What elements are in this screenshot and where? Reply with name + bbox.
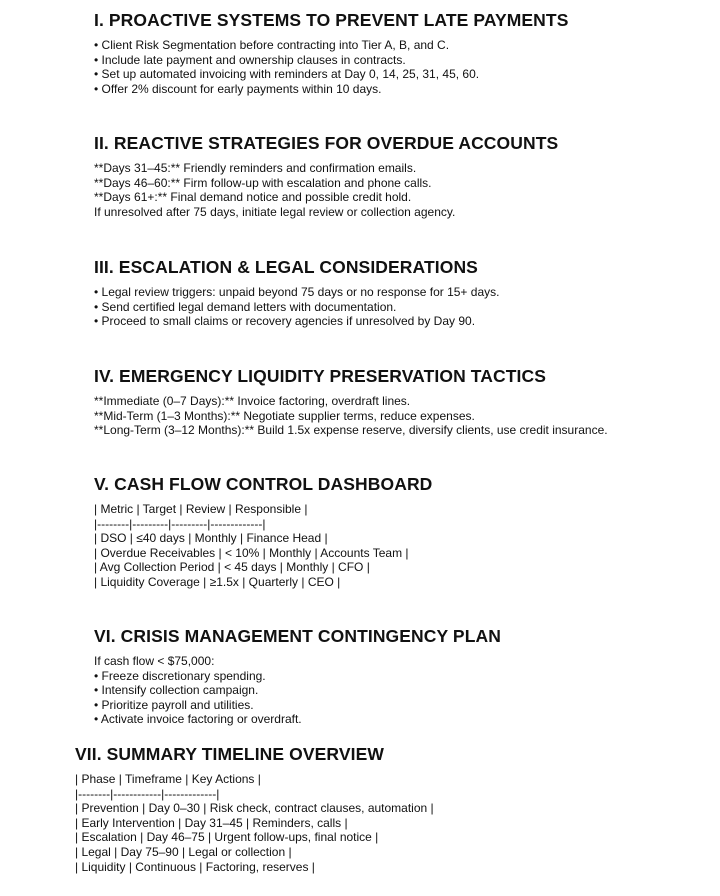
text-line: **Immediate (0–7 Days):** Invoice factoring, overdraft lines. (94, 394, 411, 408)
bullet-list (94, 38, 568, 96)
text-line: **Long-Term (3–12 Months):** Build 1.5x expense reserve, diversify clients, use credit insurance. (94, 423, 608, 438)
list-item: • Legal review triggers: unpaid beyond 75 days or no response for 15+ days. (94, 285, 500, 299)
section-proactive-systems (94, 9, 568, 96)
list-item: • Include late payment and ownership clauses in contracts. (94, 52, 406, 67)
list-item: • Client Risk Segmentation before contracting into Tier A, B, and C. (94, 38, 450, 52)
table-row: | Early Intervention | Day 31–45 | Reminders, calls | (75, 815, 348, 830)
list-item: • Send certified legal demand letters with documentation. (94, 299, 397, 314)
section-cash-flow-dashboard (94, 473, 432, 590)
section-heading: VI. CRISIS MANAGEMENT CONTINGENCY PLAN (94, 626, 501, 646)
section-heading: V. CASH FLOW CONTROL DASHBOARD (94, 474, 433, 494)
section-summary-timeline (75, 743, 434, 874)
table-header-row: | Phase | Timeframe | Key Actions | (75, 772, 261, 786)
section-heading: I. PROACTIVE SYSTEMS TO PREVENT LATE PAYMENTS (94, 10, 569, 30)
markdown-table (94, 502, 432, 590)
section-reactive-strategies (94, 132, 558, 219)
markdown-table (75, 772, 434, 874)
section-crisis-management (94, 625, 501, 727)
section-emergency-liquidity (94, 365, 608, 438)
list-item: • Intensify collection campaign. (94, 683, 259, 698)
table-row: | DSO | ≤40 days | Monthly | Finance Head | (94, 531, 328, 546)
section-heading: VII. SUMMARY TIMELINE OVERVIEW (75, 744, 384, 764)
text-line: If unresolved after 75 days, initiate legal review or collection agency. (94, 204, 456, 219)
table-separator-row: |--------|---------|---------|-------------| (94, 516, 266, 531)
bullet-list (94, 285, 499, 329)
list-item: • Proceed to small claims or recovery agencies if unresolved by Day 90. (94, 314, 476, 329)
text-line: **Mid-Term (1–3 Months):** Negotiate supplier terms, reduce expenses. (94, 408, 475, 423)
list-item: • Freeze discretionary spending. (94, 668, 266, 683)
table-header-row: | Metric | Target | Review | Responsible | (94, 502, 308, 516)
section-heading: III. ESCALATION & LEGAL CONSIDERATIONS (94, 257, 478, 277)
list-item: • Set up automated invoicing with reminders at Day 0, 14, 25, 31, 45, 60. (94, 67, 480, 82)
section-escalation-legal (94, 256, 499, 329)
table-row: | Liquidity | Continuous | Factoring, reserves | (75, 859, 315, 874)
bullet-list (94, 654, 501, 727)
table-row: | Legal | Day 75–90 | Legal or collection | (75, 844, 292, 859)
section-heading: IV. EMERGENCY LIQUIDITY PRESERVATION TACTICS (94, 366, 547, 386)
table-row: | Overdue Receivables | < 10% | Monthly | Accounts Team | (94, 545, 409, 560)
list-item: • Activate invoice factoring or overdraft. (94, 712, 302, 727)
section-heading: II. REACTIVE STRATEGIES FOR OVERDUE ACCOUNTS (94, 133, 559, 153)
table-row: | Liquidity Coverage | ≥1.5x | Quarterly | CEO | (94, 574, 341, 589)
text-line: **Days 46–60:** Firm follow-up with escalation and phone calls. (94, 175, 432, 190)
table-row: | Prevention | Day 0–30 | Risk check, contract clauses, automation | (75, 801, 434, 816)
text-line: **Days 31–45:** Friendly reminders and confirmation emails. (94, 161, 417, 175)
table-separator-row: |--------|------------|-------------| (75, 786, 220, 801)
condition-line: If cash flow < $75,000: (94, 654, 215, 668)
list-item: • Prioritize payroll and utilities. (94, 697, 254, 712)
text-lines (94, 161, 558, 219)
table-row: | Escalation | Day 46–75 | Urgent follow-ups, final notice | (75, 830, 379, 845)
text-lines (94, 394, 608, 438)
text-line: **Days 61+:** Final demand notice and possible credit hold. (94, 190, 412, 205)
table-row: | Avg Collection Period | < 45 days | Monthly | CFO | (94, 560, 370, 575)
list-item: • Offer 2% discount for early payments within 10 days. (94, 81, 382, 96)
